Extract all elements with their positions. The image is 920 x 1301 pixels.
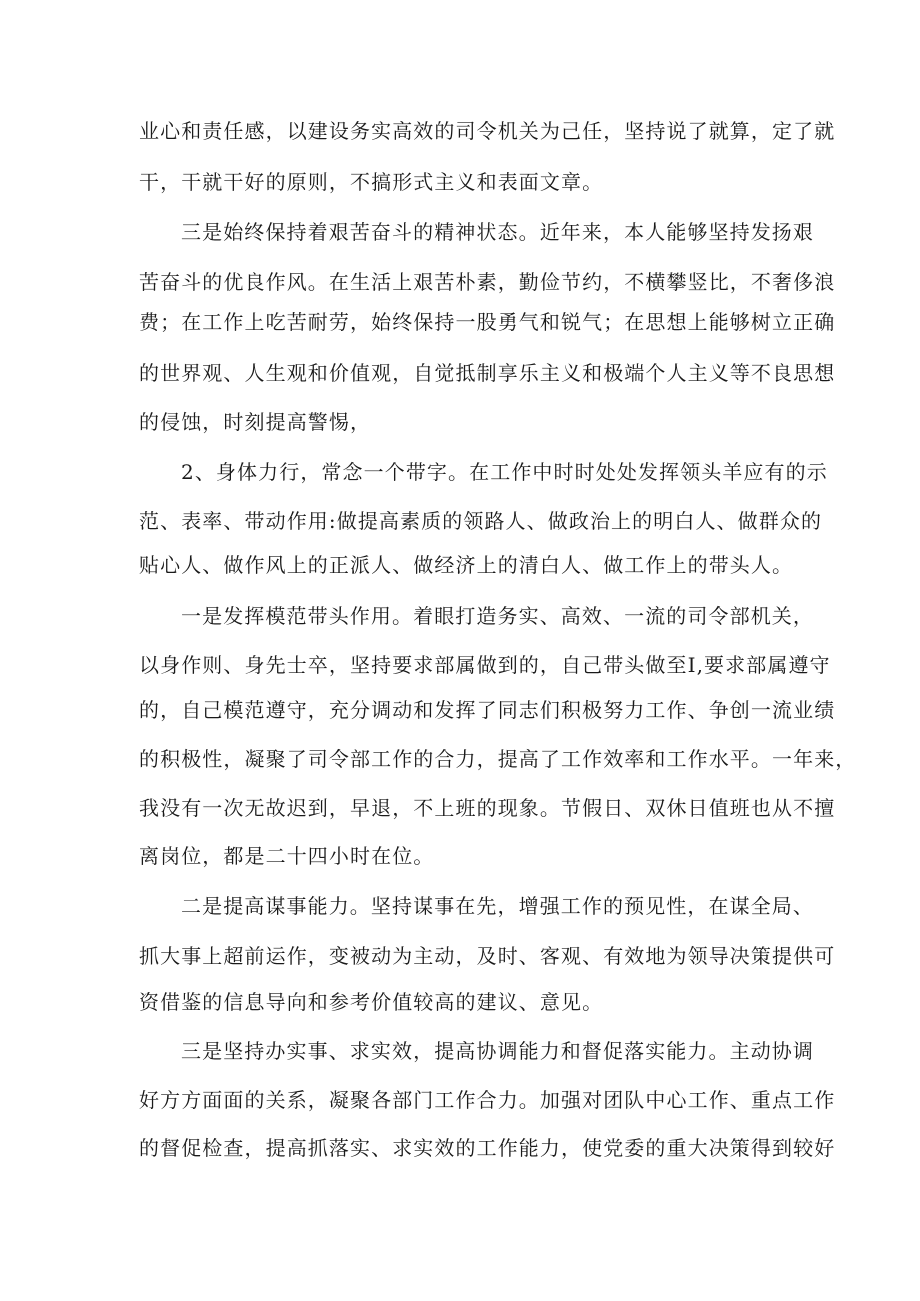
paragraph-first-line: 三是始终保持着艰苦奋斗的精神状态。近年来，本人能够坚持发扬艰 [181,220,814,244]
text-line: 离岗位，都是二十四小时在位。 [139,844,435,868]
paragraph-first-line: 三是坚持办实事、求实效，提高协调能力和督促落实能力。主动协调 [181,1039,814,1063]
text-line: 以身作则、身先士卒，坚持要求部属做到的，自己带头做至I,要求部属遵守 [139,653,831,677]
text-line: 业心和责任感，以建设务实高效的司令机关为己任，坚持说了就算，定了就 [139,119,836,143]
text-line: 的积极性，凝聚了司令部工作的合力，提高了工作效率和工作水平。一年来， [139,747,857,771]
text-line: 好方方面面的关系，凝聚各部门工作合力。加强对团队中心工作、重点工作 [139,1088,836,1112]
text-line: 贴心人、做作风上的正派人、做经济上的清白人、做工作上的带头人。 [139,553,794,577]
text-line: 的督促检查，提高抓落实、求实效的工作能力，使党委的重大决策得到较好 [139,1136,836,1160]
text-line: 苦奋斗的优良作风。在生活上艰苦朴素，勤俭节约，不横攀竖比，不奢侈浪 [139,270,836,294]
paragraph-first-line: 一是发挥模范带头作用。着眼打造务实、高效、一流的司令部机关， [181,604,814,628]
text-line: 费；在工作上吃苦耐劳，始终保持一股勇气和锐气；在思想上能够树立正确 [139,310,836,334]
text-line: 我没有一次无故迟到，早退，不上班的现象。节假日、双休日值班也从不擅 [139,796,836,820]
text-line: 抓大事上超前运作，变被动为主动，及时、客观、有效地为领导决策提供可 [139,944,836,968]
paragraph-first-line: 二是提高谋事能力。坚持谋事在先，增强工作的预见性，在谋全局、 [181,894,814,918]
paragraph-first-line: 2、身体力行，常念一个带字。在工作中时时处处发挥领头羊应有的示 [181,460,828,484]
text-line: 的侵蚀，时刻提高警惕， [139,410,372,434]
text-line: 资借鉴的信息导向和参考价值较高的建议、意见。 [139,990,604,1014]
text-line: 干，干就干好的原则，不搞形式主义和表面文章。 [139,170,604,194]
text-line: 范、表率、带动作用:做提高素质的领路人、做政治上的明白人、做群众的 [139,509,823,533]
text-line: 的世界观、人生观和价值观，自觉抵制享乐主义和极端个人主义等不良思想 [139,361,836,385]
text-line: 的，自己模范遵守，充分调动和发挥了同志们积极努力工作、争创一流业绩 [139,698,836,722]
